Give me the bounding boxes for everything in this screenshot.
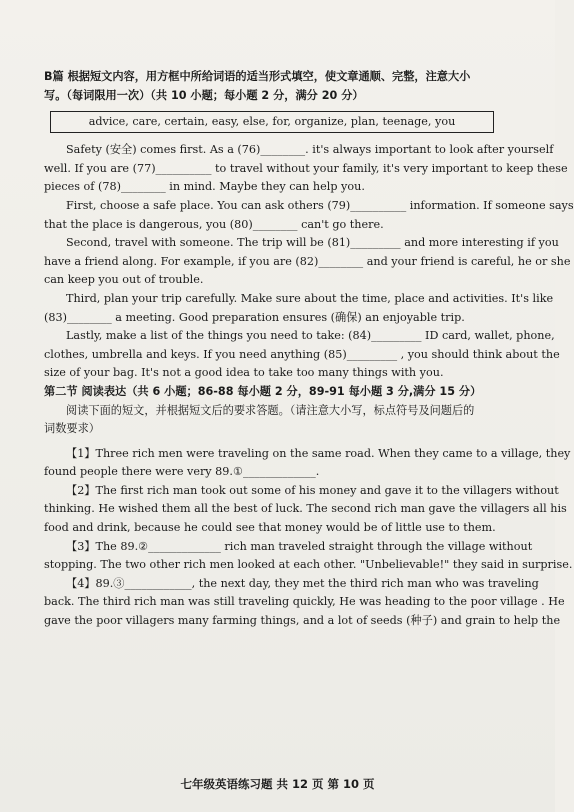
passage-c [44, 445, 573, 631]
passage-line: have a friend along. For example, if you are (82)________ and your friend is careful, he or she [44, 254, 571, 268]
passage-line: gave the poor villagers many farming things, and a lot of seeds (种子) and grain to help the [44, 614, 561, 628]
passage-line: 【3】The 89.②_____________ rich man traveled straight through the village without [66, 539, 533, 553]
passage-line: stopping. The two other rich men looked at each other. "Unbelievable!" they said in surprise. [44, 558, 573, 572]
passage-line: that the place is dangerous, you (80)________ can't go there. [44, 217, 384, 231]
section2-title: 第二节 阅读表达（共 6 小题；86-88 每小题 2 分，89-91 每小题 3 分,满分 15 分） [44, 384, 482, 398]
page-footer: 七年级英语练习题 共 12 页 第 10 页 [180, 777, 375, 791]
word-box: advice, care, certain, easy, else, for, organize, plan, teenage, you [50, 111, 494, 133]
passage-line: Second, travel with someone. The trip will be (81)_________ and more interesting if you [66, 236, 559, 250]
page-content [44, 68, 574, 631]
section-b-title-line1: B篇 根据短文内容，用方框中所给词语的适当形式填空，使文章通顺、完整，注意大小 [44, 70, 471, 83]
passage-b [44, 141, 574, 383]
section2-instructions-line2: 词数要求） [44, 422, 100, 436]
passage-line: thinking. He wished them all the best of luck. The second rich man gave the villagers all his [44, 502, 567, 516]
passage-line: First, choose a safe place. You can ask others (79)__________ information. If someone says [66, 198, 574, 212]
passage-line: food and drink, because he could see that money would be of little use to them. [44, 521, 496, 535]
passage-line: back. The third rich man was still traveling quickly, He was heading to the poor village . He [44, 595, 565, 609]
passage-line: Third, plan your trip carefully. Make sure about the time, place and activities. It's like [66, 291, 554, 305]
passage-line: pieces of (78)________ in mind. Maybe they can help you. [44, 180, 365, 194]
passage-line: Lastly, make a list of the things you need to take: (84)_________ ID card, wallet, phone, [66, 329, 555, 343]
section-b-title-line2: 写。（每词限用一次）（共 10 小题；每小题 2 分，满分 20 分） [44, 88, 364, 102]
passage-line: 【1】Three rich men were traveling on the same road. When they came to a village, they [66, 446, 571, 460]
passage-line: clothes, umbrella and keys. If you need anything (85)_________ , you should think about the [44, 347, 560, 361]
passage-line: well. If you are (77)__________ to travel without your family, it's very important to keep these [44, 161, 568, 175]
passage-line: Safety (安全) comes first. As a (76)________. it's always important to look after yourself [66, 143, 554, 157]
passage-line: can keep you out of trouble. [44, 273, 204, 287]
passage-line: 【4】89.③____________, the next day, they met the third rich man who was traveling [66, 576, 539, 590]
section2-instructions-line1: 阅读下面的短文，并根据短文后的要求答题。（请注意大小写，标点符号及问题后的 [66, 403, 475, 417]
passage-line: (83)________ a meeting. Good preparation ensures (确保) an enjoyable trip. [44, 310, 465, 324]
passage-line: 【2】The first rich man took out some of his money and gave it to the villagers without [66, 483, 559, 497]
passage-line: size of your bag. It's not a good idea to take too many things with you. [44, 366, 444, 380]
passage-line: found people there were very 89.①_____________. [44, 465, 320, 479]
